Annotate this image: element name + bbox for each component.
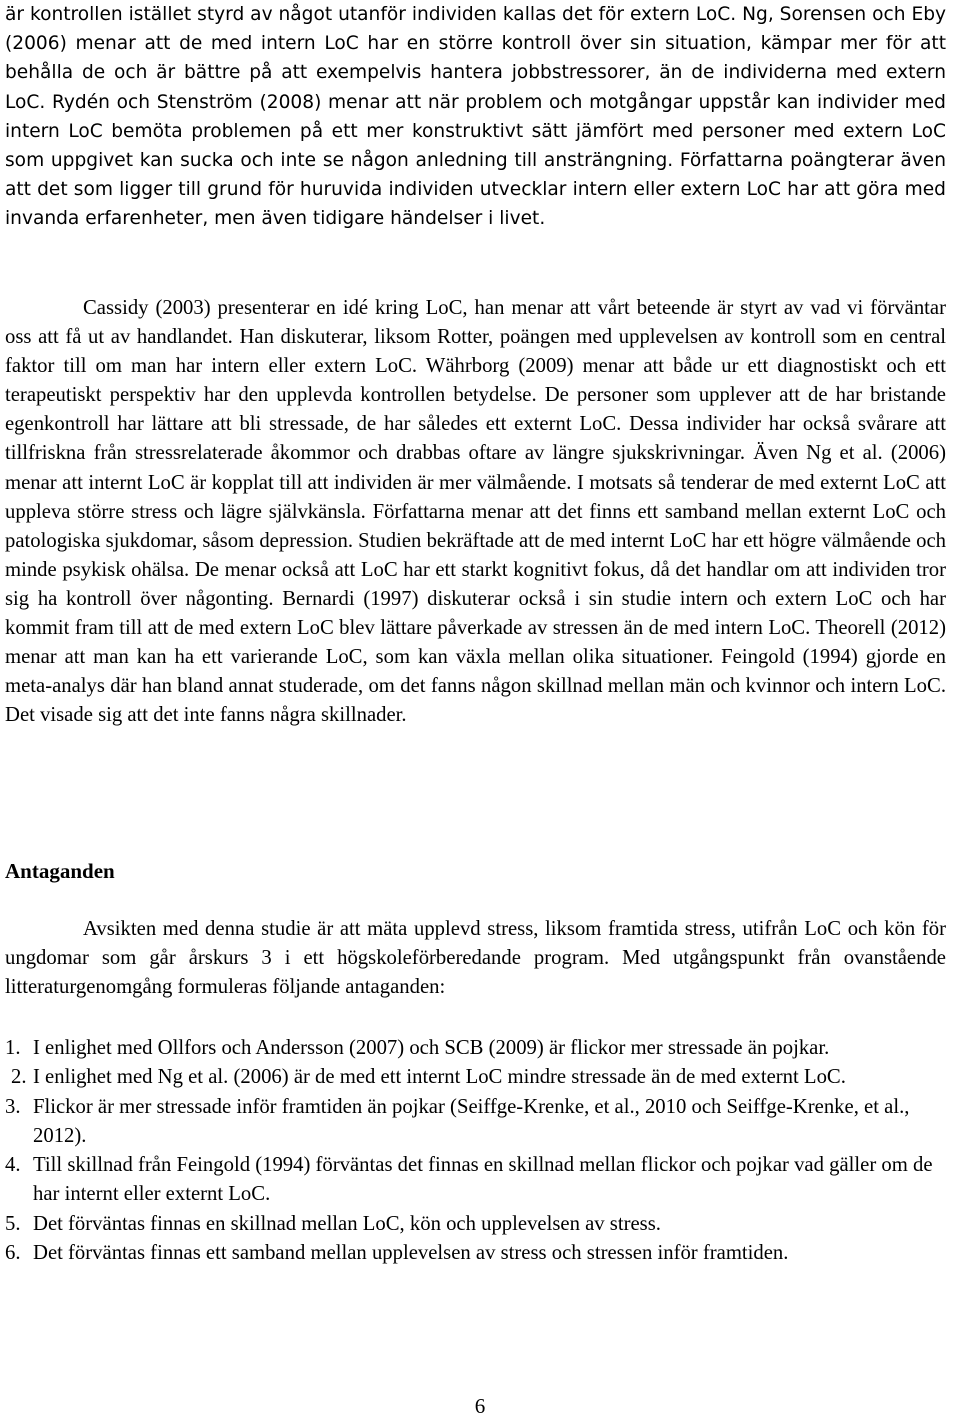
list-item	[5, 1239, 950, 1268]
list-item-number: 6.	[5, 1242, 21, 1265]
page-number: 6	[474, 1394, 486, 1418]
list-item-number: 4.	[5, 1154, 21, 1177]
list-item-text: Det förväntas finnas en skillnad mellan LoC, kön och upplevelsen av stress.	[33, 1212, 661, 1235]
list-item-number: 2.	[11, 1066, 27, 1089]
paragraph-cassidy: Cassidy (2003) presenterar en idé kring LoC, han menar att vårt beteende är styrt av vad vi förväntar oss att få ut av handlandet. Han diskuterar, liksom Rotter, poängen med upplevelsen av kontroll som en central faktor till om man har intern eller extern LoC. Währborg (2009) menar att både ur ett diagnostiskt och ett terapeutiskt perspektiv har den upplevda kontrollen betydelse. De personer som upplever att de har bristande egenkontroll har lättare att bli stressade, de har således ett externt LoC. Dessa individer har också svårare att tillfriskna från stressrelaterade åkommor och drabbas oftare av längre sjukskrivningar. Även Ng et al. (2006) menar att internt LoC är kopplat till att individen är mer välmående. I motsats så tenderar de med externt LoC att uppleva större stress och lägre självkänsla. Författarna menar att det finns ett samband mellan externt LoC och patologiska sjukdomar, såsom depression. Studien bekräftade att de med internt LoC har ett högre välmående och minde psykisk ohälsa. De menar också att LoC har ett starkt kognitivt fokus, då det handlar om att individen tror sig ha kontroll över någonting. Bernardi (1997) diskuterar också i sin studie intern och extern LoC och har kommit fram till att de med extern LoC blev lättare påverkade av stressen än de med intern LoC. Theorell (2012) menar att man kan ha ett varierande LoC, som kan växla mellan olika situationer. Feingold (1994) gjorde en meta-analys där han bland annat studerade, om det fanns någon skillnad mellan män och kvinnor och intern LoC. Det visade sig att det inte fanns några skillnader.	[5, 297, 946, 727]
list-item-number: 3.	[5, 1095, 21, 1118]
list-item-text: Flickor är mer stressade inför framtiden än pojkar (Seiffge-Krenke, et al., 2010 och Seiffge-Krenke, et al., 2012).	[33, 1095, 910, 1147]
paragraph-loc-intro: är kontrollen istället styrd av något utanför individen kallas det för extern LoC. Ng, Sorensen och Eby (2006) menar att de med intern LoC har en större kontroll över sin situation, kämpar mer för att behålla de och är bättre på att exempelvis hantera jobbstressorer, än de individerna med extern LoC. Rydén och Stenström (2008) menar att när problem och motgångar uppstår kan individer med intern LoC bemöta problemen på ett mer konstruktivt sätt jämfört med personer med extern LoC som uppgivet kan sucka och inte se någon anledning till ansträngning. Författarna poängterar även att det som ligger till grund för huruvida individen utvecklar intern eller extern LoC har att göra med invanda erfarenheter, men även tidigare händelser i livet.	[5, 4, 946, 230]
list-item-text: I enlighet med Ollfors och Andersson (2007) och SCB (2009) är flickor mer stressade än pojkar.	[33, 1037, 830, 1059]
list-item	[5, 1151, 950, 1210]
list-item-text: I enlighet med Ng et al. (2006) är de med ett internt LoC mindre stressade än de med externt LoC.	[33, 1066, 846, 1089]
list-item	[5, 1093, 950, 1152]
list-item	[5, 1063, 950, 1092]
list-item-text: Till skillnad från Feingold (1994) förväntas det finnas en skillnad mellan flickor och pojkar vad gäller om de har internt eller externt LoC.	[33, 1154, 933, 1206]
list-item	[5, 1210, 950, 1239]
list-item-text: Det förväntas finnas ett samband mellan upplevelsen av stress och stressen inför framtiden.	[33, 1242, 789, 1265]
list-item	[5, 1034, 950, 1063]
list-item-number: 5.	[5, 1212, 21, 1235]
section-heading-antaganden: Antaganden	[5, 859, 115, 883]
list-item-number: 1.	[5, 1037, 21, 1059]
paragraph-study-aim: Avsikten med denna studie är att mäta upplevd stress, liksom framtida stress, utifrån LoC och kön för ungdomar som går årskurs 3 i ett högskoleförberedande program. Med utgångspunkt från ovanstående litteraturgenomgång formuleras följande antaganden:	[5, 918, 946, 999]
hypotheses-list	[5, 1034, 950, 1268]
